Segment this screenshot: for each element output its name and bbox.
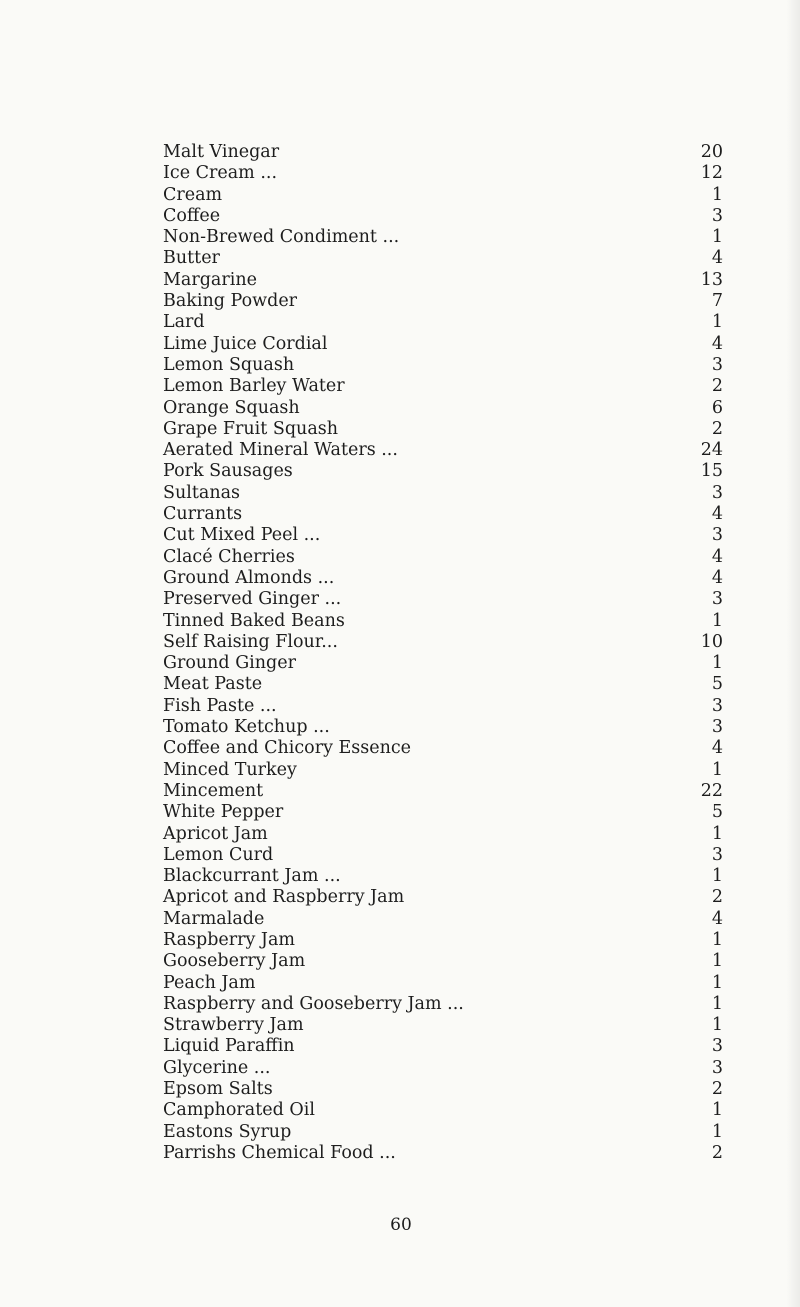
item-count: 3 (693, 525, 723, 546)
item-count: 13 (693, 270, 723, 291)
item-count: 4 (693, 547, 723, 568)
item-name: Ground Ginger (163, 653, 302, 674)
item-count: 1 (693, 1015, 723, 1036)
item-name: Raspberry Jam (163, 930, 301, 951)
item-count: 3 (693, 717, 723, 738)
list-item (163, 1015, 723, 1036)
item-name: Gooseberry Jam (163, 951, 311, 972)
item-count: 1 (693, 653, 723, 674)
list-item (163, 376, 723, 397)
list-item (163, 717, 723, 738)
item-name: Epsom Salts (163, 1079, 279, 1100)
item-count: 15 (693, 461, 723, 482)
item-count: 2 (693, 1079, 723, 1100)
item-name: Parrishs Chemical Food ... (163, 1143, 402, 1164)
item-name: Coffee and Chicory Essence (163, 738, 417, 759)
item-name: Fish Paste ... (163, 696, 283, 717)
item-list (163, 142, 723, 1164)
item-count: 4 (693, 909, 723, 930)
item-name: Orange Squash (163, 398, 306, 419)
list-item (163, 142, 723, 163)
item-count: 1 (693, 1100, 723, 1121)
item-count: 4 (693, 248, 723, 269)
item-count: 3 (693, 845, 723, 866)
list-item (163, 355, 723, 376)
list-item (163, 206, 723, 227)
item-count: 1 (693, 930, 723, 951)
item-count: 5 (693, 674, 723, 695)
list-item (163, 398, 723, 419)
item-count: 4 (693, 504, 723, 525)
item-name: Liquid Paraffin (163, 1036, 301, 1057)
list-item (163, 1058, 723, 1079)
list-item (163, 270, 723, 291)
list-item (163, 589, 723, 610)
list-item (163, 1143, 723, 1164)
item-count: 24 (693, 440, 723, 461)
list-item (163, 760, 723, 781)
item-name: Coffee (163, 206, 226, 227)
item-count: 1 (693, 824, 723, 845)
item-name: White Pepper (163, 802, 289, 823)
item-count: 22 (693, 781, 723, 802)
item-name: Lemon Barley Water (163, 376, 351, 397)
list-item (163, 227, 723, 248)
item-name: Meat Paste (163, 674, 268, 695)
item-name: Preserved Ginger ... (163, 589, 347, 610)
item-name: Margarine (163, 270, 263, 291)
list-item (163, 504, 723, 525)
item-name: Mincement (163, 781, 269, 802)
item-count: 3 (693, 355, 723, 376)
list-item (163, 163, 723, 184)
list-item (163, 1100, 723, 1121)
list-item (163, 674, 723, 695)
item-name: Blackcurrant Jam ... (163, 866, 347, 887)
item-count: 4 (693, 334, 723, 355)
item-name: Raspberry and Gooseberry Jam ... (163, 994, 470, 1015)
list-item (163, 483, 723, 504)
list-item (163, 611, 723, 632)
item-name: Grape Fruit Squash (163, 419, 344, 440)
item-count: 10 (693, 632, 723, 653)
item-name: Glycerine ... (163, 1058, 276, 1079)
list-item (163, 312, 723, 333)
item-name: Aerated Mineral Waters ... (163, 440, 404, 461)
item-count: 2 (693, 419, 723, 440)
item-count: 3 (693, 483, 723, 504)
item-count: 5 (693, 802, 723, 823)
item-name: Strawberry Jam (163, 1015, 310, 1036)
item-count: 4 (693, 568, 723, 589)
item-count: 1 (693, 994, 723, 1015)
page-number: 60 (390, 1215, 412, 1235)
item-count: 2 (693, 376, 723, 397)
list-item (163, 845, 723, 866)
item-name: Sultanas (163, 483, 246, 504)
item-name: Lemon Squash (163, 355, 300, 376)
item-count: 1 (693, 1122, 723, 1143)
item-name: Lemon Curd (163, 845, 279, 866)
item-count: 20 (693, 142, 723, 163)
item-count: 1 (693, 227, 723, 248)
item-name: Apricot Jam (163, 824, 274, 845)
item-count: 3 (693, 696, 723, 717)
item-name: Apricot and Raspberry Jam (163, 887, 410, 908)
list-item (163, 291, 723, 312)
list-item (163, 802, 723, 823)
list-item (163, 909, 723, 930)
list-item (163, 951, 723, 972)
item-count: 3 (693, 1058, 723, 1079)
list-item (163, 419, 723, 440)
item-name: Pork Sausages (163, 461, 299, 482)
item-count: 4 (693, 738, 723, 759)
item-name: Minced Turkey (163, 760, 303, 781)
item-count: 1 (693, 973, 723, 994)
item-name: Malt Vinegar (163, 142, 285, 163)
item-name: Lime Juice Cordial (163, 334, 333, 355)
list-item (163, 696, 723, 717)
item-name: Marmalade (163, 909, 270, 930)
item-count: 12 (693, 163, 723, 184)
item-count: 1 (693, 312, 723, 333)
item-name: Butter (163, 248, 226, 269)
item-count: 3 (693, 1036, 723, 1057)
list-item (163, 632, 723, 653)
list-item (163, 930, 723, 951)
item-count: 1 (693, 185, 723, 206)
list-item (163, 1036, 723, 1057)
item-name: Ice Cream ... (163, 163, 283, 184)
item-name: Baking Powder (163, 291, 303, 312)
list-item (163, 866, 723, 887)
list-item (163, 781, 723, 802)
item-name: Tomato Ketchup ... (163, 717, 336, 738)
item-name: Cream (163, 185, 228, 206)
item-name: Eastons Syrup (163, 1122, 297, 1143)
item-count: 2 (693, 887, 723, 908)
item-count: 2 (693, 1143, 723, 1164)
item-name: Clacé Cherries (163, 547, 301, 568)
item-count: 1 (693, 866, 723, 887)
list-item (163, 824, 723, 845)
list-item (163, 248, 723, 269)
list-item (163, 1122, 723, 1143)
list-item (163, 887, 723, 908)
item-count: 3 (693, 589, 723, 610)
list-item (163, 185, 723, 206)
item-count: 1 (693, 760, 723, 781)
list-item (163, 525, 723, 546)
item-count: 7 (693, 291, 723, 312)
item-count: 1 (693, 611, 723, 632)
item-name: Non-Brewed Condiment ... (163, 227, 405, 248)
item-name: Self Raising Flour... (163, 632, 344, 653)
item-name: Peach Jam (163, 973, 261, 994)
list-item (163, 1079, 723, 1100)
list-item (163, 653, 723, 674)
item-count: 3 (693, 206, 723, 227)
list-item (163, 994, 723, 1015)
list-item (163, 440, 723, 461)
list-item (163, 547, 723, 568)
list-item (163, 973, 723, 994)
item-count: 6 (693, 398, 723, 419)
item-count: 1 (693, 951, 723, 972)
item-name: Ground Almonds ... (163, 568, 340, 589)
item-name: Currants (163, 504, 248, 525)
item-name: Camphorated Oil (163, 1100, 321, 1121)
item-name: Lard (163, 312, 211, 333)
page-edge-shadow (786, 0, 800, 1307)
list-item (163, 461, 723, 482)
item-name: Cut Mixed Peel ... (163, 525, 326, 546)
list-item (163, 334, 723, 355)
item-name: Tinned Baked Beans (163, 611, 351, 632)
list-item (163, 568, 723, 589)
list-item (163, 738, 723, 759)
